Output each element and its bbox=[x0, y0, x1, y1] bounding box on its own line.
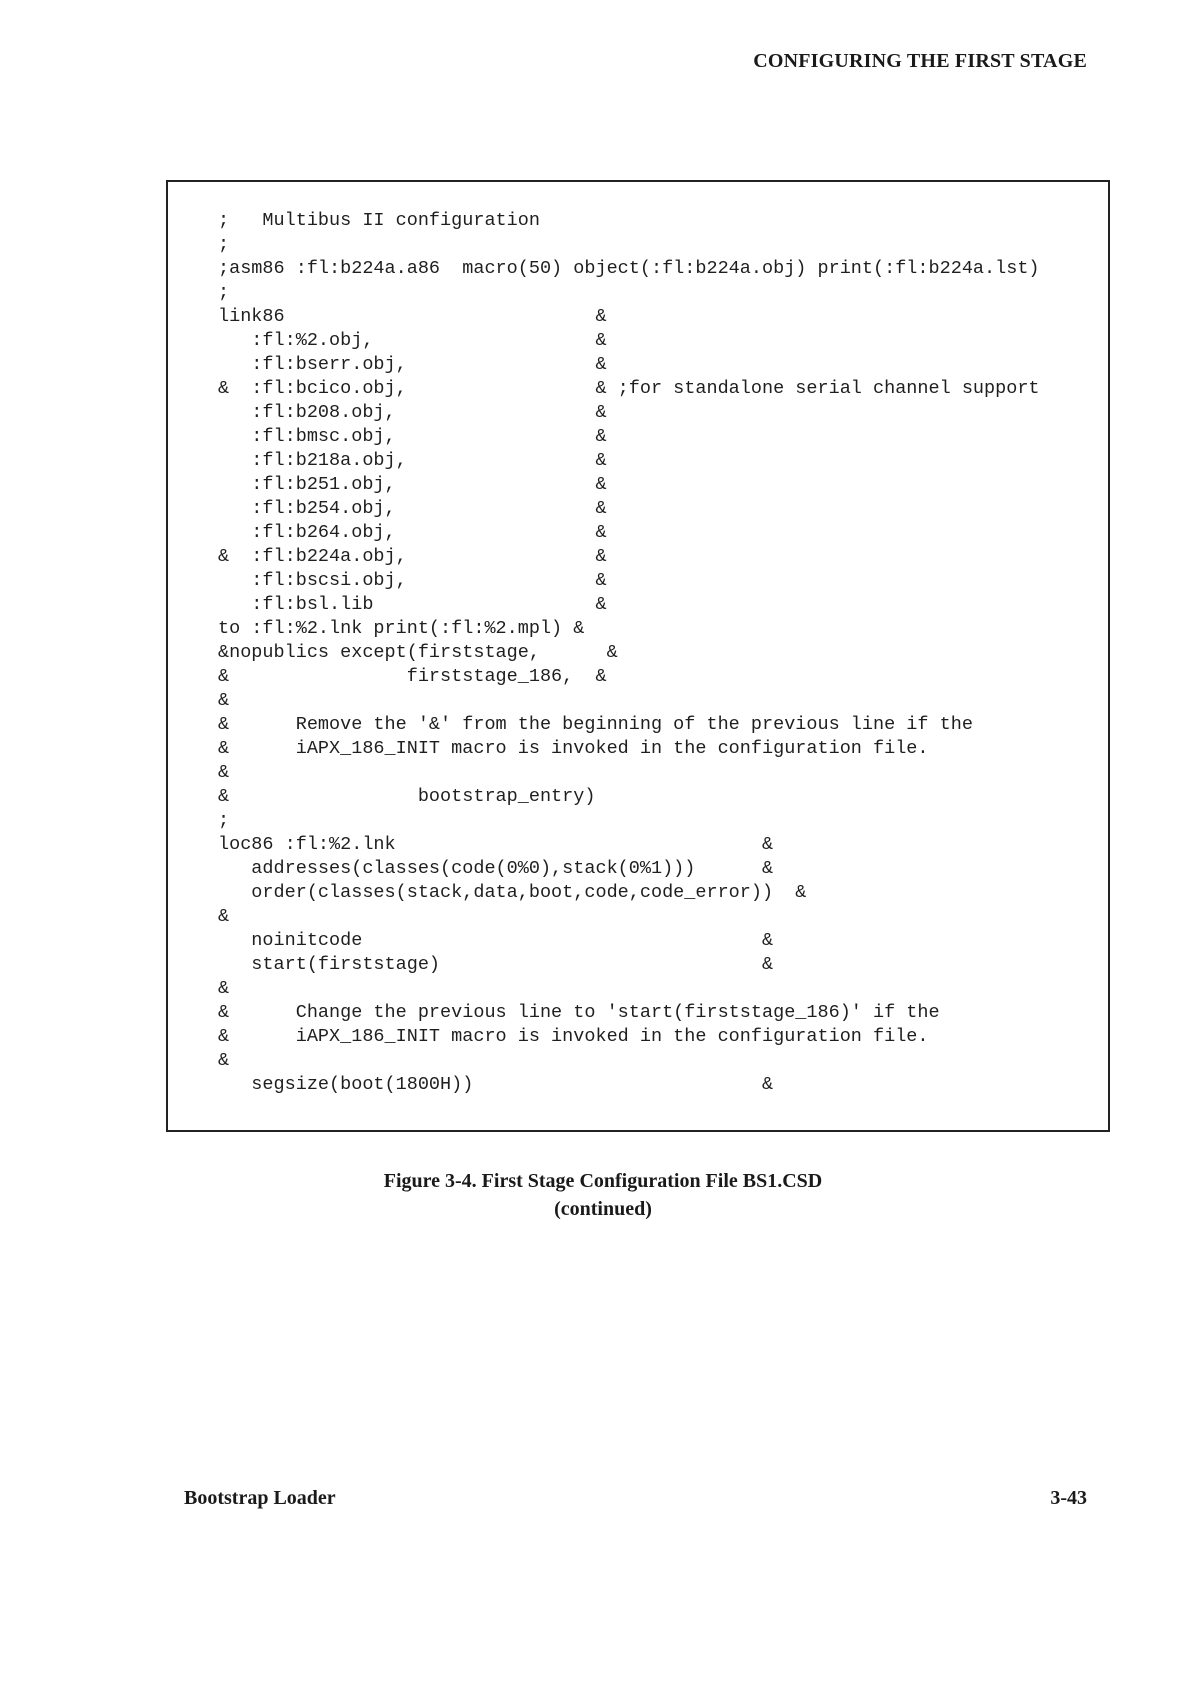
code-line: & bbox=[218, 762, 230, 783]
code-line: :fl:bserr.obj, & bbox=[218, 354, 607, 375]
code-line: :fl:b251.obj, & bbox=[218, 474, 607, 495]
code-line: & bbox=[218, 690, 230, 711]
code-line: & bbox=[218, 978, 230, 999]
footer-section-title: Bootstrap Loader bbox=[184, 1487, 336, 1509]
code-line: & bootstrap_entry) bbox=[218, 786, 596, 807]
code-line: & bbox=[218, 906, 230, 927]
figure-caption: Figure 3-4. First Stage Configuration File BS1.CSD bbox=[383, 1170, 823, 1192]
code-line: start(firststage) & bbox=[218, 954, 774, 975]
code-line: :fl:b254.obj, & bbox=[218, 498, 607, 519]
code-line: & iAPX_186_INIT macro is invoked in the configuration file. bbox=[218, 1026, 929, 1047]
code-listing-box bbox=[166, 180, 1110, 1132]
code-line: loc86 :fl:%2.lnk & bbox=[218, 834, 774, 855]
code-line: &nopublics except(firststage, & bbox=[218, 642, 618, 663]
figure-caption-continued: (continued) bbox=[554, 1198, 652, 1220]
code-line: :fl:bsl.lib & bbox=[218, 594, 607, 615]
code-line: ; Multibus II configuration bbox=[218, 210, 540, 231]
code-line: to :fl:%2.lnk print(:fl:%2.mpl) & bbox=[218, 618, 585, 639]
code-line: :fl:b218a.obj, & bbox=[218, 450, 607, 471]
code-line: & Change the previous line to 'start(firststage_186)' if the bbox=[218, 1002, 940, 1023]
code-line: & Remove the '&' from the beginning of the previous line if the bbox=[218, 714, 973, 735]
code-line: :fl:bscsi.obj, & bbox=[218, 570, 607, 591]
code-line: :fl:b208.obj, & bbox=[218, 402, 607, 423]
code-line: ; bbox=[218, 810, 230, 831]
running-header: CONFIGURING THE FIRST STAGE bbox=[753, 50, 1087, 72]
code-line: :fl:bmsc.obj, & bbox=[218, 426, 607, 447]
code-line: order(classes(stack,data,boot,code,code_error)) & bbox=[218, 882, 807, 903]
footer-page-number: 3-43 bbox=[1050, 1487, 1087, 1509]
code-line: ; bbox=[218, 282, 230, 303]
code-line: & iAPX_186_INIT macro is invoked in the configuration file. bbox=[218, 738, 929, 759]
code-line: & :fl:bcico.obj, & ;for standalone serial channel support bbox=[218, 378, 1040, 399]
code-line: ;asm86 :fl:b224a.a86 macro(50) object(:fl:b224a.obj) print(:fl:b224a.lst) bbox=[218, 258, 1040, 279]
code-line: noinitcode & bbox=[218, 930, 774, 951]
code-line: & bbox=[218, 1050, 230, 1071]
code-line: ; bbox=[218, 234, 230, 255]
code-line: link86 & bbox=[218, 306, 607, 327]
code-line: & firststage_186, & bbox=[218, 666, 607, 687]
code-line: segsize(boot(1800H)) & bbox=[218, 1074, 774, 1095]
code-line: addresses(classes(code(0%0),stack(0%1))) & bbox=[218, 858, 774, 879]
code-line: :fl:b264.obj, & bbox=[218, 522, 607, 543]
code-line: :fl:%2.obj, & bbox=[218, 330, 607, 351]
code-line: & :fl:b224a.obj, & bbox=[218, 546, 607, 567]
